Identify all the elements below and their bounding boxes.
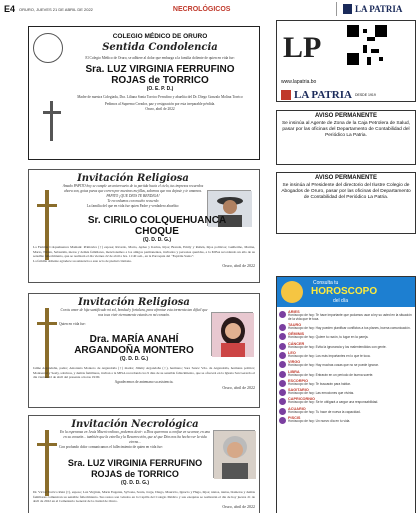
brand-logo <box>336 2 418 16</box>
horoscope-sign <box>279 416 413 424</box>
qr-code-icon[interactable] <box>347 25 387 65</box>
brand-banner-name: LA PATRIA <box>294 89 352 101</box>
section-title: NECROLÓGICOS <box>172 5 231 13</box>
cancer-icon <box>279 343 286 350</box>
permanent-notice-1 <box>276 110 416 165</box>
sign-text: Horóscopo de hoy: Quiere tu razón, tu lugar en la pareja. <box>288 335 369 340</box>
brand-banner <box>281 89 376 101</box>
brand-flag-icon <box>281 90 291 100</box>
horoscope-sub: del día <box>333 298 349 304</box>
horoscope-sign <box>279 360 413 368</box>
invitation-1-name-2: CHOQUE <box>135 226 179 237</box>
horoscope-sign <box>279 370 413 378</box>
horoscope-banner <box>277 277 415 307</box>
sign-name: CAPRICORNIO <box>288 397 316 402</box>
taurus-icon <box>279 324 286 331</box>
horoscope-kicker: Consulta tu <box>313 280 339 286</box>
sign-name: ACUARIO <box>288 406 306 411</box>
horoscope-sign <box>279 310 413 322</box>
lp-monogram: LP <box>283 31 322 64</box>
horoscope-sign <box>279 342 413 350</box>
sign-text: Horóscopo de hoy: Un nuevo día en tu vida. <box>288 419 351 424</box>
cross-icon <box>41 101 63 141</box>
virgo-icon <box>279 361 286 368</box>
necrology-notice <box>28 415 260 513</box>
page-header <box>0 0 420 18</box>
page-number: E4 <box>4 4 16 14</box>
sign-name: PISCIS <box>288 416 301 421</box>
invitation-1-quote: Amado PAPITO hoy se cumple un aniversario de tu partida hacia el cielo, tus impresos recuerdos ahora son, gotas puras que corren por nuestras mejillas, sabemos que nos dejaste y te amamos. PAPITO ¡QUE DIOS TE BENDIGA! <box>62 184 204 198</box>
sign-text: Horóscopo de hoy: Se te obligará a cargar una responsabilidad. <box>288 400 379 405</box>
sign-name: GÉMINIS <box>288 332 305 337</box>
website-link[interactable]: www.lapatria.bo <box>281 79 317 85</box>
permanent-notice-1-title: AVISO PERMANENTE <box>315 113 377 119</box>
portrait-photo <box>213 430 255 478</box>
condolence-notice <box>28 26 260 160</box>
necrology-body: Dr. Víctor Torrico Ruiz (†), esposo; Luz Virginia, María Eugenia, Sylvana, Sonia, Jorge, Diego, Mauricio, Ignacio y Hugo, hijos; nietos, nietas, bisnietos y demás familiares comunican su sensible fallecimiento. Sus restos son velados en la Capilla del Colegio Médico y sus exequias se realizarán el día de hoy jueves 21 de abril de 2022 en el Cementerio General de la ciudad de Oruro. <box>33 490 255 503</box>
sign-text: Horóscopo de hoy: Te buscarán para hablar. <box>288 381 351 386</box>
zodiac-wheel-icon <box>281 281 303 303</box>
invitation-1-oded: (Q. D. D. G.) <box>142 237 172 243</box>
condolence-prayer: Pedimos al Supremo Creador, paz y resignación por esta irreparable pérdida. <box>104 102 216 106</box>
permanent-notice-2 <box>276 172 416 234</box>
scorpio-icon <box>279 380 286 387</box>
necrology-date: Oruro, abril de 2022 <box>222 503 255 509</box>
sign-text: Horóscopo de hoy: Hay muchas cosas que no se puede ignorar. <box>288 363 379 368</box>
necrology-oded: (Q. D. D. G.) <box>120 480 150 486</box>
sign-name: LIBRA <box>288 369 300 374</box>
sign-name: LEO <box>288 351 296 355</box>
sagittarius-icon <box>279 389 286 396</box>
social-links <box>281 79 413 85</box>
sign-text: Horóscopo de hoy: Entrarán en un período de buena suerte. <box>288 372 374 377</box>
la-patria-app-ad <box>276 20 416 102</box>
invitation-1-name-1: Sr. CIRILO COLQUEHUANCA <box>87 215 227 226</box>
aries-icon <box>279 311 286 318</box>
permanent-notice-2-title: AVISO PERMANENTE <box>315 175 377 181</box>
horoscope-sign <box>279 397 413 405</box>
necrology-quote: En la esperanza en Jesús Misericordioso, podemos decir: a Dios queremos a confiar en su amor, en una en su corazón... también que la estrella y la Resurrección, que sé que Dios nos ha hecho ver la vida eterna... <box>60 430 210 444</box>
portrait-woman-icon <box>212 313 254 357</box>
horoscope-section <box>276 276 416 513</box>
sign-text: Horóscopo de hoy: Los más importantes en lo que te toca. <box>288 354 371 358</box>
invitation-2-name-2: ARGANDOÑA MONTERO <box>74 345 194 356</box>
gemini-icon <box>279 333 286 340</box>
condolence-date: Oruro, abril de 2022 <box>145 107 175 111</box>
necrology-lead: Con profundo dolor comunicamos el fallecimiento de quien en vida fue: <box>59 445 163 449</box>
page-date: ORURO, JUEVES 21 DE ABRIL DE 2022 <box>19 6 93 12</box>
medical-college-seal-icon <box>33 33 63 63</box>
necrology-name-1: Sra. LUZ VIRGINIA FERRUFINO <box>67 458 203 468</box>
invitation-2-quote: Con tu amor de hija santificado mi sol, bondad y fortaleza, para afrontar esta tormenta tan difícil que nos toca vivir eternamente estarás en mi corazón. <box>60 308 208 317</box>
leo-icon <box>279 352 286 359</box>
crucifix-icon <box>37 430 57 496</box>
condolence-oded: (O. E. P. D.) <box>146 86 174 92</box>
permanent-notice-2-text: Se insinúa al Presidente del directorio del Ilustre Colegio de Abogados de Oruro, pasar por las oficinas del Departamento de Contabilidad del Periódico La Patria. <box>281 183 411 200</box>
necrology-name-2: ROJAS de TORRICO <box>91 469 179 479</box>
portrait-photo <box>211 312 253 356</box>
invitation-2-date: Oruro, abril de 2022 <box>222 384 255 390</box>
horoscope-sign <box>279 332 413 340</box>
condolence-name-2: ROJAS de TORRICO <box>111 75 209 86</box>
condolence-intro: El Colegio Médico de Oruro, se adhiere al dolor que embarga a la familia doliente de quien en vida fue: <box>85 56 235 60</box>
invitation-1-lead: La familia del que en vida fue quien Padre y verdadero abuelito: <box>86 204 180 208</box>
sign-name: SAGITARIO <box>288 388 309 393</box>
permanent-notice-1-text: Se insinúa al Agente de Zona de la Caja Petrolera de Salud, pasar por las oficinas del Departamento de Contabilidad del Periódico La Patria. <box>281 121 410 138</box>
sign-name: ARIES <box>288 310 300 314</box>
sign-text: Horóscopo de hoy: Evita la ignorancia y los malentendidos con gente. <box>288 344 387 349</box>
sign-text: Horóscopo de hoy: Las emociones que vivirás. <box>288 391 355 396</box>
sign-text: Horóscopo de hoy: Tu hace de nueva la capacidad. <box>288 409 361 414</box>
capricorn-icon <box>279 398 286 405</box>
condolence-title: Sentida Condolencia <box>102 42 218 53</box>
sign-name: VIRGO <box>288 360 301 365</box>
sign-text: Horóscopo de hoy: Hay pueden planificar conflictos a tus planes, buena comunicación. <box>288 326 411 331</box>
religious-invitation-2 <box>28 293 260 408</box>
invitation-2-body: Jaime Argandoña, padre; Antonieta Montero de Argandoña (†) madre; Jimmy Argandoña (†), hermano; Sara Sancz Vda. de Argandoña, hermana política; Montserrat y Seely, sobrinos, y demás familiares, invitan a la MISA recordando los 9 días de su sensible fallecimiento, que se ofrecerá en la Iglesia San Gerardo el día viernes 22 de abril del presente a horas 19:00. <box>33 366 255 379</box>
horoscope-sign <box>279 323 413 331</box>
sign-text: Horóscopo de hoy: Te hace importante que podamos usar a ley su usted en la situación de la vida que te toca. <box>288 313 412 321</box>
sign-name: ESCORPIO <box>288 378 309 383</box>
pisces-icon <box>279 417 286 424</box>
religious-invitation-1 <box>28 169 260 283</box>
invitation-2-lead: Quien en vida fue: <box>59 322 86 326</box>
invitation-1-date: Oruro, abril de 2022 <box>222 263 255 268</box>
horoscope-sign <box>279 388 413 396</box>
invitation-2-oded: (Q. D. D. G.) <box>119 356 149 362</box>
portrait-elder-woman-icon <box>214 431 256 479</box>
invitation-1-title: Invitación Religiosa <box>77 173 189 184</box>
aquarius-icon <box>279 408 286 415</box>
brand-mark-icon <box>343 4 352 14</box>
invitation-2-closing: Agradecemos de antemano su asistencia. <box>114 379 174 384</box>
horoscope-sign <box>279 351 413 359</box>
libra-icon <box>279 371 286 378</box>
horoscope-title: HOROSCOPO <box>311 286 378 297</box>
horoscope-sign <box>279 407 413 415</box>
brand-banner-sub: DESDE 1919 <box>354 93 376 97</box>
condolence-family: Madre de nuestra Colegiada, Dra. Liliana Sonia Torrico Ferrufino y abuelita del Dr. Diego Gonzalo Molina Torrico <box>77 95 243 99</box>
sign-name: CÁNCER <box>288 341 305 346</box>
invitation-1-remember: Te recordamos con mucho recuerdo <box>107 199 159 203</box>
invitation-1-body: La Familia Colquehuanca Mamani: Primavira (†) esposa; Ricardo, Mario, Aydee y Karina, hijos; Brenda, Emily y Rubén, hijos políticos; Guillermo, Marina, Mario, Nirlan, Sebastián, nietos y demás familiares, mencionamos a los amigos permanentes, invitados y personas queridas, a la MISA recordando un año de su sensible fallecimiento, que se realizará el día viernes 22 de abril a hrs. 11:40 a.m., en la Parroquia del “Espíritu Santo”. <box>33 245 255 258</box>
invitation-1-closing: La familia doliente agradece su asistencia a este acto de piedad cristiana. <box>33 258 132 263</box>
invitation-2-name-1: Dra. MARÍA ANAHÍ <box>89 334 179 345</box>
horoscope-sign <box>279 379 413 387</box>
invitation-2-title: Invitación Religiosa <box>78 297 190 308</box>
condolence-org: COLEGIO MÉDICO DE ORURO <box>112 33 208 40</box>
condolence-name-1: Sra. LUZ VIRGINIA FERRUFINO <box>85 64 235 75</box>
necrology-title: Invitación Necrológica <box>71 419 199 430</box>
horoscope-list <box>279 310 413 425</box>
brand-name: LA PATRIA <box>355 4 403 14</box>
sign-name: TAURO <box>288 323 302 328</box>
